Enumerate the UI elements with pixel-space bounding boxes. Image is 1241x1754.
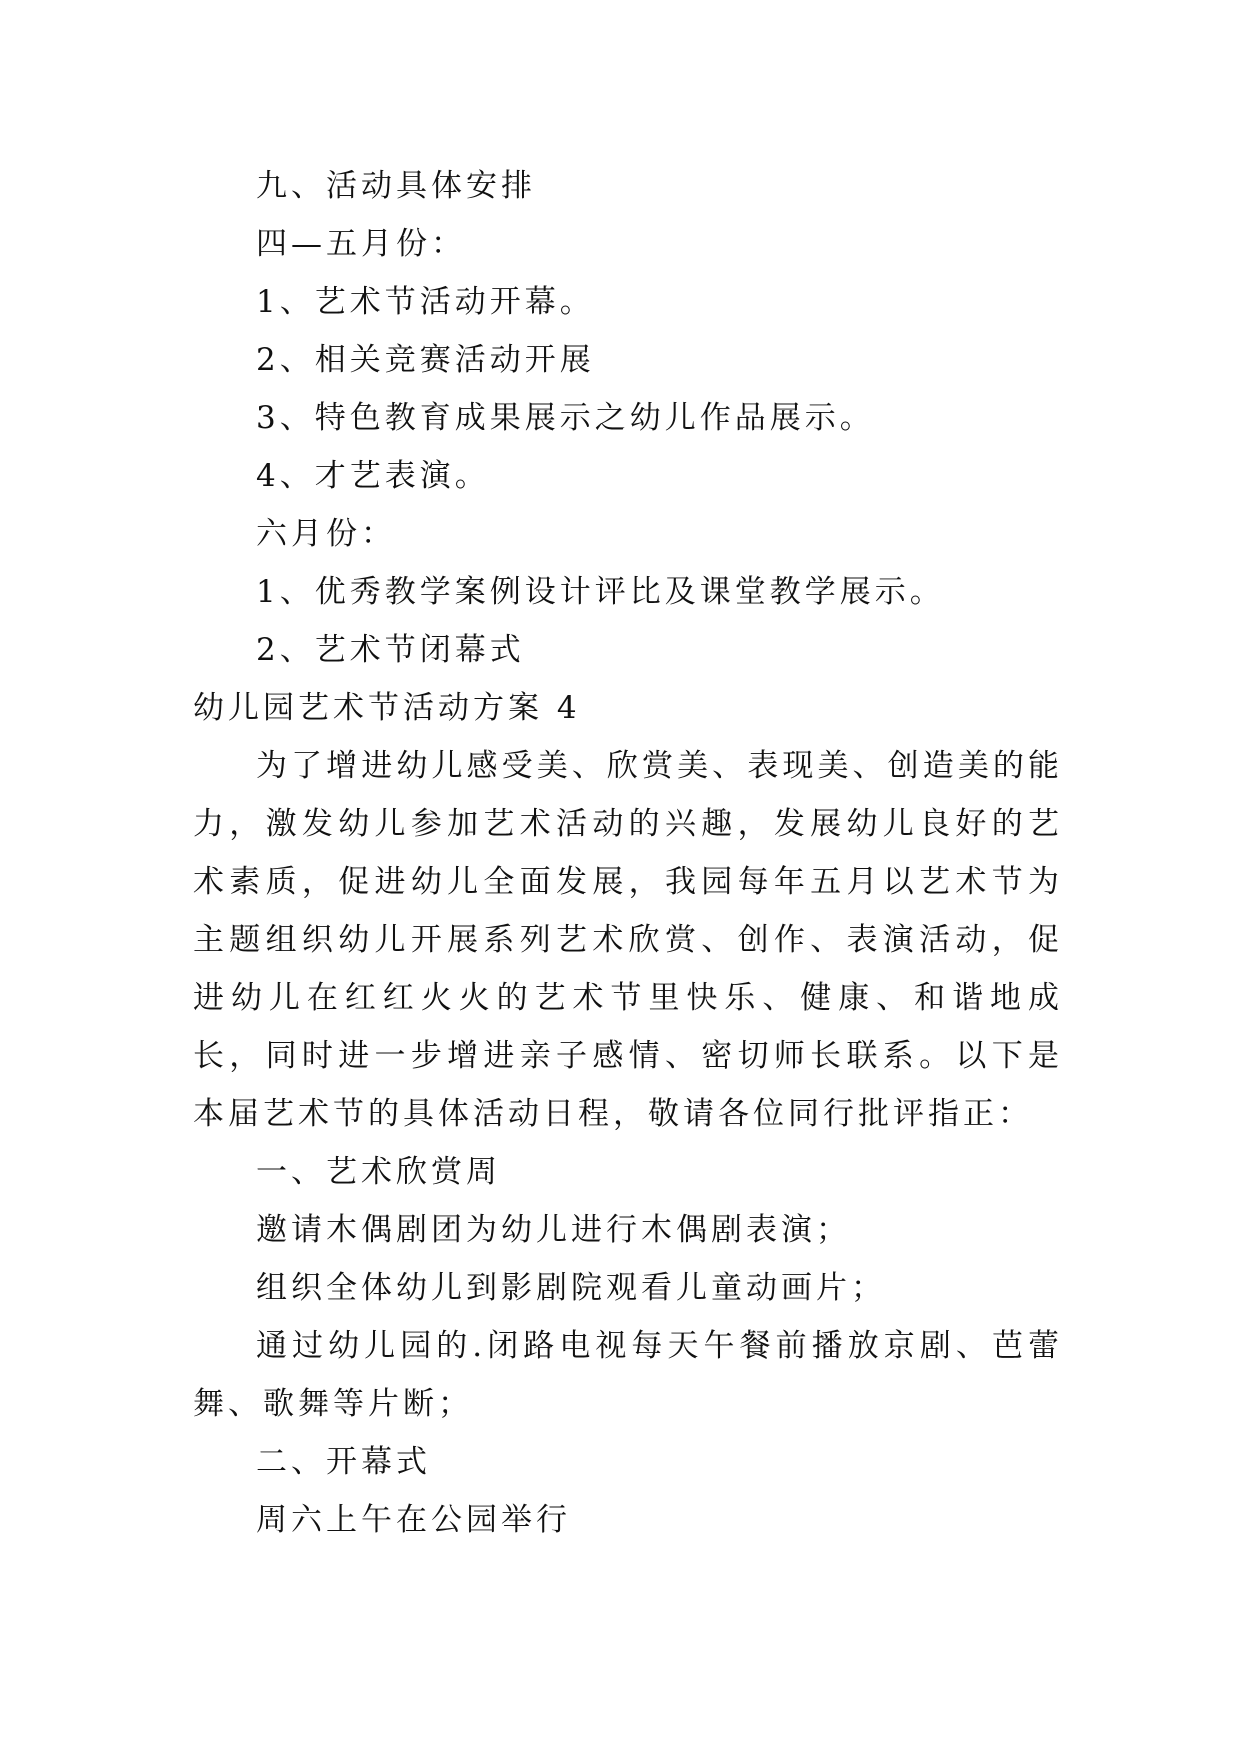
plan-title: 幼儿园艺术节活动方案 4 xyxy=(193,690,581,726)
section-heading: 一、艺术欣赏周 xyxy=(256,1154,501,1190)
body-text: 周六上午在公园举行 xyxy=(256,1502,571,1538)
list-item: 1、艺术节活动开幕。 xyxy=(256,284,595,320)
document-body xyxy=(193,157,1073,1549)
list-item: 4、才艺表演。 xyxy=(256,458,490,494)
section-heading: 二、开幕式 xyxy=(256,1444,431,1480)
period-label: 六月份： xyxy=(256,516,396,552)
tv-paragraph: 通过幼儿园的.闭路电视每天午餐前播放京剧、芭蕾舞、歌舞等片断； xyxy=(193,1328,1063,1422)
list-item: 2、相关竞赛活动开展 xyxy=(256,342,595,378)
intro-paragraph: 为了增进幼儿感受美、欣赏美、表现美、创造美的能力，激发幼儿参加艺术活动的兴趣，发展幼儿良好的艺术素质，促进幼儿全面发展，我园每年五月以艺术节为主题组织幼儿开展系列艺术欣赏、创作、表演活动，促进幼儿在红红火火的艺术节里快乐、健康、和谐地成长，同时进一步增进亲子感情、密切师长联系。以下是本届艺术节的具体活动日程，敬请各位同行批评指正： xyxy=(193,748,1063,1132)
list-item: 组织全体幼儿到影剧院观看儿童动画片； xyxy=(256,1270,886,1306)
list-item: 邀请木偶剧团为幼儿进行木偶剧表演； xyxy=(256,1212,851,1248)
list-item: 3、特色教育成果展示之幼儿作品展示。 xyxy=(256,400,875,436)
list-item: 1、优秀教学案例设计评比及课堂教学展示。 xyxy=(256,574,945,610)
list-item: 2、艺术节闭幕式 xyxy=(256,632,525,668)
period-label: 四—五月份： xyxy=(256,226,466,262)
section-heading: 九、活动具体安排 xyxy=(256,168,536,204)
